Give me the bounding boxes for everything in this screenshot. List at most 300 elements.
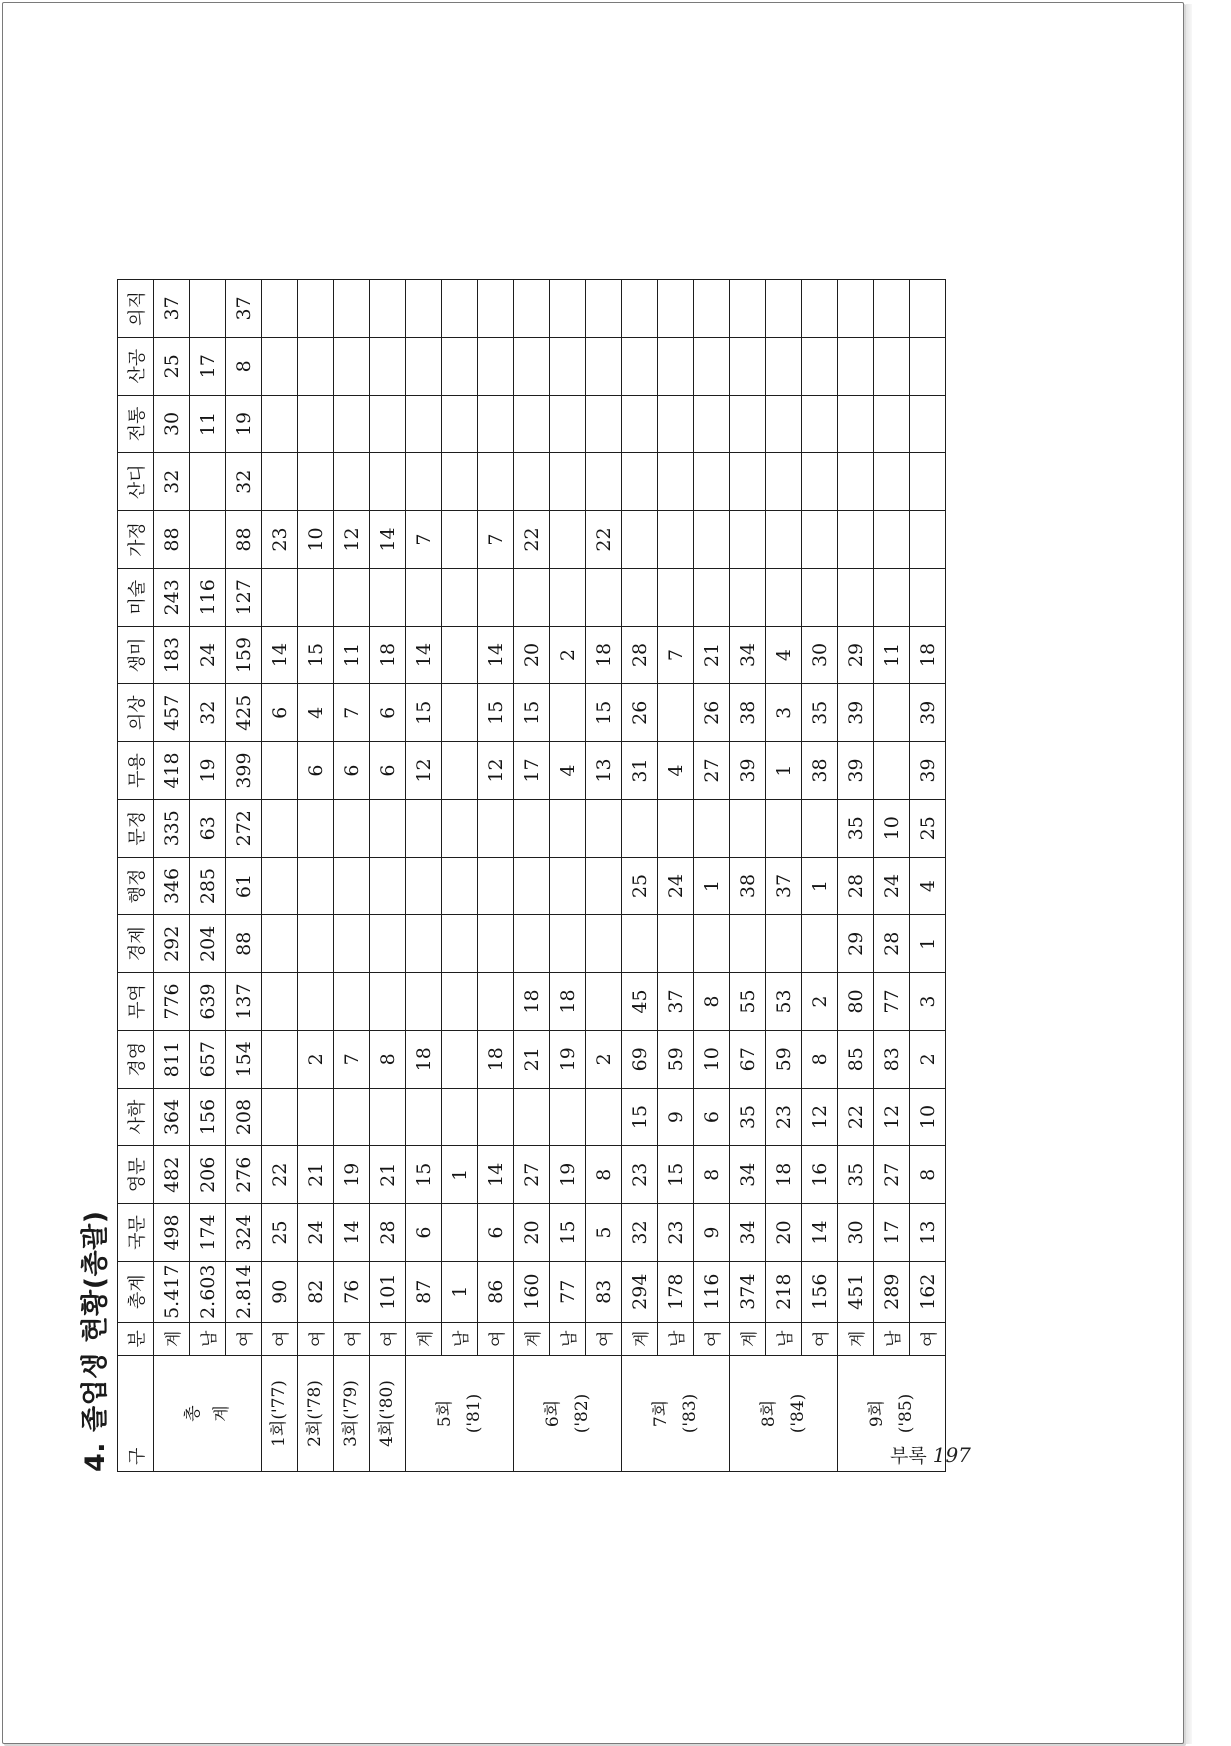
value-cell (622, 337, 658, 395)
value-cell (874, 453, 910, 511)
value-cell (766, 568, 802, 626)
value-cell: 23 (766, 1088, 802, 1146)
value-cell: 204 (190, 915, 226, 973)
value-cell (874, 742, 910, 800)
value-cell (334, 915, 370, 973)
value-cell (334, 453, 370, 511)
value-cell (730, 395, 766, 453)
value-cell: 2 (586, 1030, 622, 1088)
value-cell (550, 568, 586, 626)
value-cell (262, 742, 298, 800)
value-cell: 83 (874, 1030, 910, 1088)
table-row (514, 280, 550, 1472)
value-cell (658, 511, 694, 569)
value-cell: 21 (694, 626, 730, 684)
total-cell: 77 (550, 1261, 586, 1322)
group-label-text: 총 계 (182, 1405, 232, 1422)
header-total: 총계 (118, 1261, 154, 1322)
sex-cell: 여 (370, 1322, 406, 1355)
table-row (802, 280, 838, 1472)
value-cell: 1 (766, 742, 802, 800)
value-cell (766, 915, 802, 973)
value-cell (874, 395, 910, 453)
value-cell: 18 (370, 626, 406, 684)
value-cell: 18 (766, 1146, 802, 1204)
value-cell (406, 915, 442, 973)
value-cell (874, 684, 910, 742)
value-cell (802, 337, 838, 395)
value-cell (406, 857, 442, 915)
value-cell: 292 (154, 915, 190, 973)
value-cell (190, 511, 226, 569)
table-row (838, 280, 874, 1472)
value-cell (298, 973, 334, 1031)
value-cell: 272 (226, 799, 262, 857)
value-cell (478, 799, 514, 857)
value-cell: 19 (190, 742, 226, 800)
value-cell: 38 (730, 857, 766, 915)
value-cell: 243 (154, 568, 190, 626)
value-cell (442, 453, 478, 511)
value-cell (730, 280, 766, 338)
value-cell (802, 568, 838, 626)
value-cell (370, 453, 406, 511)
value-cell: 14 (370, 511, 406, 569)
value-cell: 23 (262, 511, 298, 569)
value-cell (370, 280, 406, 338)
sex-cell: 계 (730, 1322, 766, 1355)
value-cell: 10 (910, 1088, 946, 1146)
value-cell: 24 (190, 626, 226, 684)
value-cell (406, 337, 442, 395)
group-label-text: 2회('78) (305, 1380, 326, 1447)
group-label-text: 5회 ('81) (434, 1393, 484, 1434)
group-label-text: 3회('79) (341, 1380, 362, 1447)
value-cell (766, 511, 802, 569)
header-gubun-a: 구 (126, 1447, 148, 1465)
value-cell (442, 973, 478, 1031)
value-cell: 18 (910, 626, 946, 684)
value-cell (478, 973, 514, 1031)
value-cell (694, 799, 730, 857)
value-cell: 19 (226, 395, 262, 453)
sex-cell: 남 (658, 1322, 694, 1355)
total-cell: 82 (298, 1261, 334, 1322)
value-cell: 32 (622, 1204, 658, 1262)
value-cell: 29 (838, 915, 874, 973)
value-cell (550, 684, 586, 742)
value-cell: 15 (550, 1204, 586, 1262)
value-cell: 14 (802, 1204, 838, 1262)
value-cell (766, 799, 802, 857)
sex-cell: 여 (478, 1322, 514, 1355)
group-label (370, 1355, 406, 1471)
value-cell (550, 395, 586, 453)
sex-cell: 남 (874, 1322, 910, 1355)
value-cell: 34 (730, 1204, 766, 1262)
total-cell: 86 (478, 1261, 514, 1322)
value-cell (514, 915, 550, 973)
value-cell: 7 (334, 1030, 370, 1088)
value-cell: 18 (550, 973, 586, 1031)
sex-cell: 여 (694, 1322, 730, 1355)
value-cell (730, 453, 766, 511)
total-cell: 218 (766, 1261, 802, 1322)
value-cell (370, 395, 406, 453)
value-cell: 10 (874, 799, 910, 857)
header-영문: 영문 (118, 1146, 154, 1204)
total-cell: 116 (694, 1261, 730, 1322)
value-cell: 63 (190, 799, 226, 857)
value-cell: 2 (298, 1030, 334, 1088)
value-cell: 14 (478, 1146, 514, 1204)
value-cell: 29 (838, 626, 874, 684)
group-label-text: 6회 ('82) (542, 1393, 592, 1434)
value-cell (514, 280, 550, 338)
value-cell: 30 (154, 395, 190, 453)
value-cell: 59 (766, 1030, 802, 1088)
value-cell (766, 395, 802, 453)
value-cell (838, 453, 874, 511)
value-cell: 18 (406, 1030, 442, 1088)
value-cell (802, 453, 838, 511)
value-cell (514, 799, 550, 857)
value-cell: 25 (262, 1204, 298, 1262)
value-cell: 11 (190, 395, 226, 453)
total-cell: 83 (586, 1261, 622, 1322)
value-cell: 482 (154, 1146, 190, 1204)
value-cell (838, 511, 874, 569)
value-cell: 7 (406, 511, 442, 569)
value-cell: 127 (226, 568, 262, 626)
value-cell (838, 337, 874, 395)
value-cell (334, 973, 370, 1031)
value-cell: 35 (730, 1088, 766, 1146)
value-cell: 425 (226, 684, 262, 742)
value-cell: 35 (838, 1146, 874, 1204)
value-cell (910, 337, 946, 395)
value-cell: 88 (154, 511, 190, 569)
value-cell (406, 1088, 442, 1146)
table-row (766, 280, 802, 1472)
value-cell: 21 (514, 1030, 550, 1088)
value-cell (802, 395, 838, 453)
table-row (442, 280, 478, 1472)
value-cell: 19 (550, 1146, 586, 1204)
value-cell (406, 395, 442, 453)
value-cell: 9 (658, 1088, 694, 1146)
value-cell (262, 453, 298, 511)
value-cell (370, 973, 406, 1031)
value-cell (586, 453, 622, 511)
value-cell (874, 337, 910, 395)
value-cell: 24 (298, 1204, 334, 1262)
header-사학: 사학 (118, 1088, 154, 1146)
value-cell: 8 (694, 973, 730, 1031)
header-무용: 무용 (118, 742, 154, 800)
sex-cell: 여 (586, 1322, 622, 1355)
value-cell: 8 (910, 1146, 946, 1204)
value-cell (298, 915, 334, 973)
value-cell: 27 (514, 1146, 550, 1204)
value-cell: 346 (154, 857, 190, 915)
value-cell: 34 (730, 626, 766, 684)
total-cell: 156 (802, 1261, 838, 1322)
value-cell (514, 857, 550, 915)
value-cell: 399 (226, 742, 262, 800)
header-gubun-b: 분 (118, 1322, 154, 1355)
value-cell: 28 (622, 626, 658, 684)
value-cell: 3 (910, 973, 946, 1031)
value-cell (550, 511, 586, 569)
group-label (298, 1355, 334, 1471)
header-gubun (118, 1355, 154, 1471)
value-cell (730, 337, 766, 395)
value-cell: 9 (694, 1204, 730, 1262)
value-cell: 1 (910, 915, 946, 973)
value-cell: 28 (874, 915, 910, 973)
value-cell (874, 568, 910, 626)
table-row (730, 280, 766, 1472)
value-cell: 5 (586, 1204, 622, 1262)
value-cell: 174 (190, 1204, 226, 1262)
value-cell (550, 915, 586, 973)
total-cell: 2.814 (226, 1261, 262, 1322)
value-cell: 2 (550, 626, 586, 684)
header-산공: 산공 (118, 337, 154, 395)
value-cell (370, 337, 406, 395)
value-cell (334, 1088, 370, 1146)
value-cell (586, 915, 622, 973)
value-cell: 17 (190, 337, 226, 395)
header-무역: 무역 (118, 973, 154, 1031)
value-cell (442, 799, 478, 857)
table-row (586, 280, 622, 1472)
value-cell (514, 453, 550, 511)
sex-cell: 계 (154, 1322, 190, 1355)
value-cell: 55 (730, 973, 766, 1031)
value-cell (550, 280, 586, 338)
header-의상: 의상 (118, 684, 154, 742)
value-cell (406, 568, 442, 626)
value-cell: 4 (658, 742, 694, 800)
value-cell (838, 280, 874, 338)
value-cell: 19 (334, 1146, 370, 1204)
header-전통: 전통 (118, 395, 154, 453)
sex-cell: 여 (298, 1322, 334, 1355)
total-cell: 5.417 (154, 1261, 190, 1322)
value-cell: 657 (190, 1030, 226, 1088)
value-cell: 28 (838, 857, 874, 915)
value-cell (658, 280, 694, 338)
group-label (730, 1355, 838, 1471)
value-cell: 14 (334, 1204, 370, 1262)
value-cell (622, 280, 658, 338)
value-cell: 16 (802, 1146, 838, 1204)
header-row (118, 280, 154, 1472)
value-cell (262, 799, 298, 857)
value-cell (802, 799, 838, 857)
value-cell (550, 1088, 586, 1146)
value-cell (406, 453, 442, 511)
page-edge-shadow (1186, 4, 1192, 1744)
value-cell: 276 (226, 1146, 262, 1204)
value-cell (910, 568, 946, 626)
group-label (514, 1355, 622, 1471)
value-cell: 59 (658, 1030, 694, 1088)
table-row (874, 280, 910, 1472)
value-cell: 206 (190, 1146, 226, 1204)
value-cell (838, 395, 874, 453)
value-cell (370, 568, 406, 626)
value-cell: 6 (370, 684, 406, 742)
value-cell (550, 453, 586, 511)
value-cell (478, 453, 514, 511)
value-cell: 4 (910, 857, 946, 915)
value-cell: 6 (478, 1204, 514, 1262)
value-cell (442, 568, 478, 626)
footer-label: 부록 (890, 1445, 927, 1467)
value-cell (298, 337, 334, 395)
value-cell (298, 857, 334, 915)
value-cell (514, 337, 550, 395)
value-cell: 20 (766, 1204, 802, 1262)
value-cell: 85 (838, 1030, 874, 1088)
sex-cell: 여 (226, 1322, 262, 1355)
value-cell: 37 (658, 973, 694, 1031)
value-cell (622, 395, 658, 453)
value-cell (334, 857, 370, 915)
value-cell (658, 395, 694, 453)
value-cell: 13 (586, 742, 622, 800)
value-cell: 88 (226, 511, 262, 569)
value-cell: 22 (262, 1146, 298, 1204)
value-cell: 335 (154, 799, 190, 857)
value-cell (550, 857, 586, 915)
value-cell (586, 568, 622, 626)
table-row (658, 280, 694, 1472)
value-cell (298, 395, 334, 453)
value-cell: 37 (154, 280, 190, 338)
value-cell: 37 (766, 857, 802, 915)
table-row (298, 280, 334, 1472)
value-cell: 18 (514, 973, 550, 1031)
value-cell: 39 (838, 684, 874, 742)
value-cell (910, 395, 946, 453)
value-cell (298, 453, 334, 511)
value-cell (406, 973, 442, 1031)
value-cell (910, 511, 946, 569)
value-cell: 69 (622, 1030, 658, 1088)
value-cell (658, 684, 694, 742)
value-cell (658, 915, 694, 973)
table-row (190, 280, 226, 1472)
value-cell (802, 915, 838, 973)
value-cell: 32 (190, 684, 226, 742)
group-label (622, 1355, 730, 1471)
value-cell: 10 (298, 511, 334, 569)
header-행정: 행정 (118, 857, 154, 915)
value-cell: 498 (154, 1204, 190, 1262)
value-cell (550, 799, 586, 857)
total-cell: 451 (838, 1261, 874, 1322)
total-cell: 87 (406, 1261, 442, 1322)
value-cell (262, 337, 298, 395)
value-cell (874, 511, 910, 569)
value-cell: 4 (550, 742, 586, 800)
value-cell (730, 799, 766, 857)
value-cell: 811 (154, 1030, 190, 1088)
value-cell (442, 511, 478, 569)
sex-cell: 계 (622, 1322, 658, 1355)
value-cell (586, 395, 622, 453)
value-cell: 7 (658, 626, 694, 684)
value-cell (406, 280, 442, 338)
group-label (406, 1355, 514, 1471)
value-cell (370, 857, 406, 915)
value-cell (442, 742, 478, 800)
value-cell (370, 915, 406, 973)
value-cell (694, 337, 730, 395)
value-cell (334, 280, 370, 338)
value-cell: 88 (226, 915, 262, 973)
value-cell: 15 (478, 684, 514, 742)
value-cell: 25 (154, 337, 190, 395)
page-number: 197 (932, 1443, 971, 1467)
value-cell: 285 (190, 857, 226, 915)
value-cell (730, 915, 766, 973)
value-cell (262, 857, 298, 915)
value-cell: 10 (694, 1030, 730, 1088)
value-cell (442, 857, 478, 915)
value-cell: 364 (154, 1088, 190, 1146)
value-cell: 23 (622, 1146, 658, 1204)
sex-cell: 계 (514, 1322, 550, 1355)
value-cell (334, 799, 370, 857)
value-cell (622, 511, 658, 569)
value-cell: 26 (694, 684, 730, 742)
value-cell (910, 280, 946, 338)
value-cell: 15 (622, 1088, 658, 1146)
group-label-text: 1회('77) (269, 1380, 290, 1447)
rotated-content (80, 279, 946, 1472)
value-cell: 14 (478, 626, 514, 684)
header-국문: 국문 (118, 1204, 154, 1262)
value-cell (262, 973, 298, 1031)
value-cell: 8 (226, 337, 262, 395)
value-cell (262, 395, 298, 453)
value-cell: 24 (874, 857, 910, 915)
value-cell (622, 799, 658, 857)
value-cell (442, 1030, 478, 1088)
graduates-table (117, 279, 946, 1472)
value-cell: 15 (406, 1146, 442, 1204)
value-cell (478, 915, 514, 973)
value-cell: 39 (910, 742, 946, 800)
value-cell (838, 568, 874, 626)
value-cell (442, 626, 478, 684)
value-cell (622, 453, 658, 511)
value-cell: 15 (514, 684, 550, 742)
value-cell: 7 (334, 684, 370, 742)
value-cell (442, 915, 478, 973)
value-cell: 28 (370, 1204, 406, 1262)
sex-cell: 여 (910, 1322, 946, 1355)
value-cell (766, 280, 802, 338)
value-cell: 12 (874, 1088, 910, 1146)
total-cell: 160 (514, 1261, 550, 1322)
value-cell (442, 684, 478, 742)
